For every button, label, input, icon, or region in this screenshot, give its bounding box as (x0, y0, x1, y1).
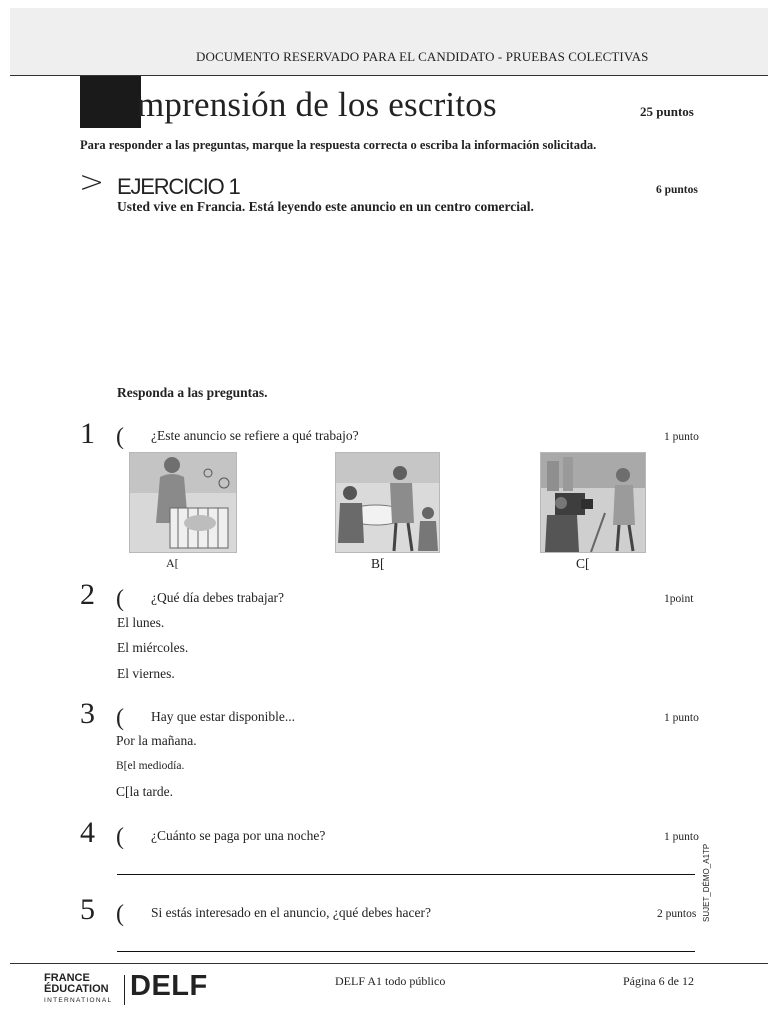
question-number: 4 (80, 816, 95, 849)
footer-exam-name: DELF A1 todo público (335, 974, 446, 988)
answer-option[interactable]: El viernes. (117, 666, 175, 681)
footer-page-number: Página 6 de 12 (623, 974, 694, 988)
answer-option[interactable]: Por la mañana. (116, 733, 197, 748)
answer-option[interactable]: El miércoles. (117, 640, 189, 655)
exercise-arrow-icon: > (79, 165, 105, 200)
exercise-description: Usted vive en Francia. Está leyendo este anuncio en un centro comercial. (117, 199, 534, 214)
section-title: mprensión de los escritos (137, 85, 497, 124)
question-points: 1 punto (664, 431, 699, 443)
question-checkbox[interactable]: ( (116, 424, 124, 450)
france-education-logo (44, 973, 112, 1006)
question-number: 5 (80, 893, 95, 926)
option-a-label[interactable]: A[ (166, 556, 179, 570)
logo-separator (124, 975, 125, 1005)
header-bar (10, 8, 768, 76)
respond-label: Responda a las preguntas. (117, 385, 268, 400)
question-points: 2 puntos (657, 908, 697, 920)
side-code: SUJET_DÉMO_A1TP (702, 843, 711, 922)
question-text: Hay que estar disponible... (151, 709, 295, 724)
exercise-points: 6 puntos (656, 184, 698, 196)
section-points: 25 puntos (640, 104, 694, 119)
answer-line[interactable] (117, 951, 695, 952)
question-points: 1 punto (664, 712, 699, 724)
delf-logo: DELF (130, 970, 208, 1002)
logo-line: INTERNATIONAL (44, 997, 113, 1004)
question-number: 2 (80, 578, 95, 611)
question-text: Si estás interesado en el anuncio, ¿qué debes hacer? (151, 905, 432, 920)
title-black-block (80, 76, 141, 128)
footer-divider (10, 963, 768, 964)
question-number: 3 (80, 697, 95, 730)
answer-option[interactable]: B[el mediodía. (116, 760, 185, 772)
option-a-image[interactable] (129, 452, 237, 553)
section-instructions: Para responder a las preguntas, marque la respuesta correcta o escriba la información solicitada. (80, 138, 597, 152)
logo-line: ÉDUCATION (44, 983, 109, 995)
question-checkbox[interactable]: ( (116, 586, 124, 612)
option-c-label[interactable]: C[ (576, 556, 590, 571)
question-text: ¿Este anuncio se refiere a qué trabajo? (151, 428, 359, 443)
question-checkbox[interactable]: ( (116, 901, 124, 927)
question-checkbox[interactable]: ( (116, 824, 124, 850)
answer-line[interactable] (117, 874, 695, 875)
question-text: ¿Qué día debes trabajar? (151, 590, 285, 605)
question-checkbox[interactable]: ( (116, 705, 124, 731)
question-points: 1 punto (664, 831, 699, 843)
option-b-label[interactable]: B[ (371, 556, 385, 571)
answer-option[interactable]: C[la tarde. (116, 784, 173, 799)
question-number: 1 (80, 417, 95, 450)
logo-line: FRANCE (44, 972, 90, 984)
option-b-image[interactable] (335, 452, 440, 553)
question-points: 1point (664, 593, 694, 605)
exercise-title: EJERCICIO 1 (117, 174, 240, 199)
answer-option[interactable]: El lunes. (117, 615, 165, 630)
question-text: ¿Cuánto se paga por una noche? (151, 828, 326, 843)
header-text: DOCUMENTO RESERVADO PARA EL CANDIDATO - PRUEBAS COLECTIVAS (196, 49, 649, 64)
option-c-image[interactable] (540, 452, 646, 553)
